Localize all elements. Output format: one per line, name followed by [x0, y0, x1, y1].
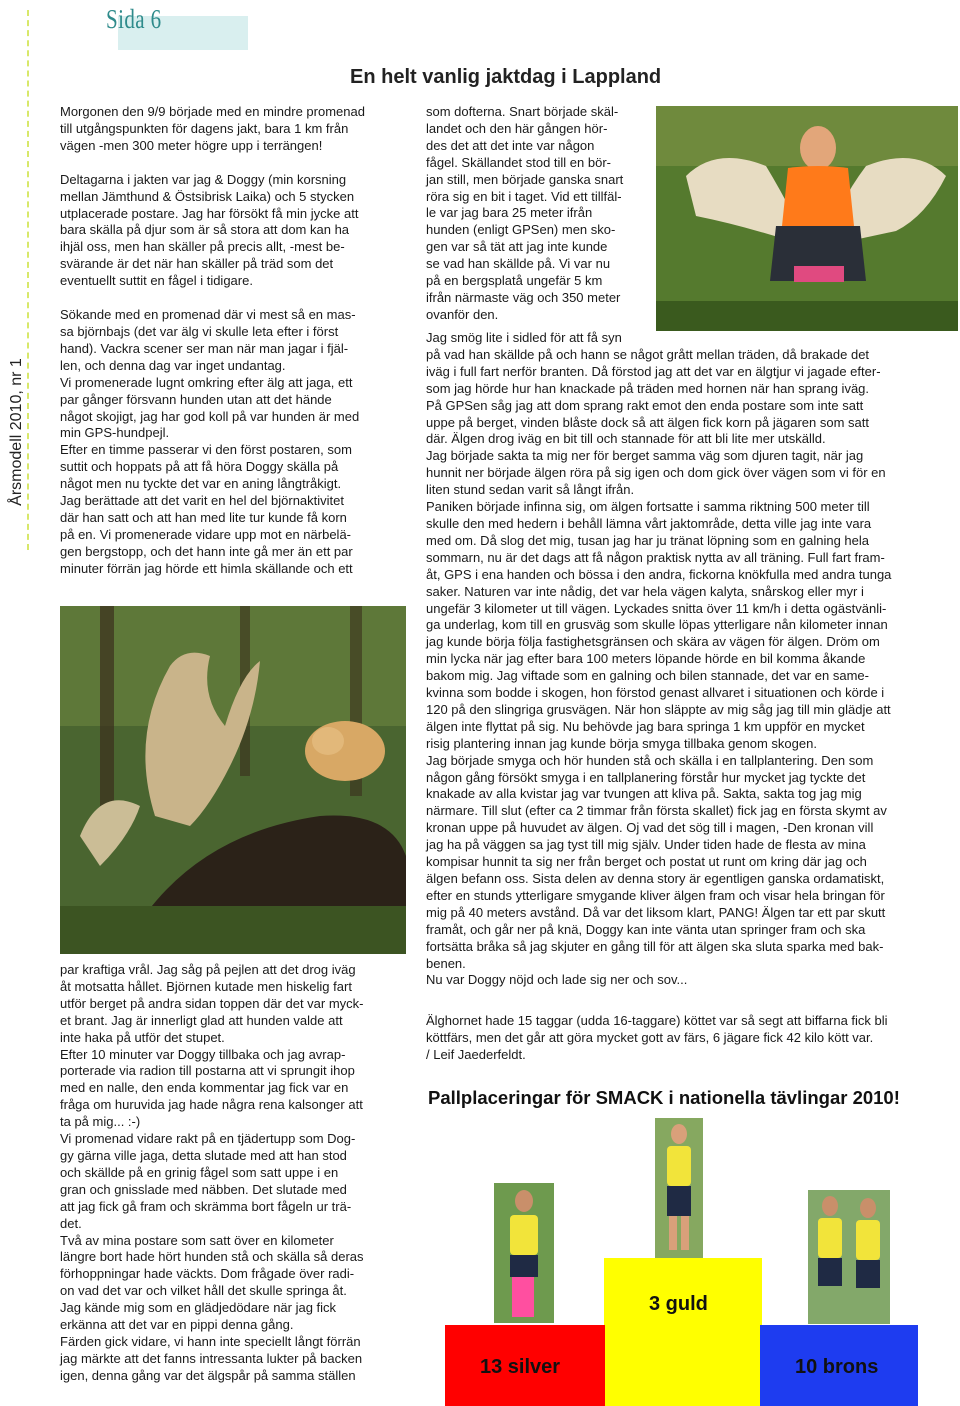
right-column-top [426, 104, 651, 324]
moose-photo-illustration [60, 606, 406, 954]
bronze-count: 10 brons [795, 1356, 879, 1378]
issue-label: Årsmodell 2010, nr 1 [8, 358, 25, 506]
hunter-with-antlers-photo [656, 106, 958, 331]
silver-winner-photo [494, 1183, 554, 1323]
moose-and-dog-photo [60, 606, 406, 954]
right-column-closing [426, 1013, 960, 1064]
page-number: Sida 6 [106, 4, 162, 34]
paragraph: som dofterna. Snart började skäl- landet och den här gången hör- des det att det inte var någon fågel. Skällandet stod till en bör- jan still, men började ganska snart röra sig en bit i taget. Vid ett tillfäl- le var jag bara 25 meter ifrån hunden (enligt GPSen) men sko- gen var så tät att jag inte kunde se vad han skällde på. Vi var nu på en bergsplatå ungefär 5 km ifrån närmaste väg och 350 meter ovanför den. [426, 104, 624, 322]
right-column-main [426, 330, 960, 989]
paragraph: Deltagarna i jakten var jag & Doggy (min korsning mellan Jämthund & Östsibrisk Laika) och 5 stycken utplacerade postare. Jag har försökt få min jycke att bara skälla på djur som är så stora att dom kan ha ihjäl oss, men han skäller på precis allt, -mest be- svärande är det när han skäller på träd som det eventuellt suttit en fågel i tidigare. [60, 171, 359, 289]
left-column-top [60, 104, 412, 578]
paragraph: Älghornet hade 15 taggar (udda 16-taggare) köttet var så segt att biffarna fick bli köttfärs, men det går att göra mycket gott av färs, 6 jägare fick 42 kilo kött var. / Leif Jaederfeldt. [426, 1013, 888, 1062]
podium-title: Pallplaceringar för SMACK i nationella tävlingar 2010! [428, 1087, 900, 1108]
article-headline: En helt vanlig jaktdag i Lappland [350, 66, 662, 88]
paragraph: par kraftiga vrål. Jag såg på pejlen att det drog iväg åt motsatta hållet. Björnen kutade men hiskelig fart utför berget på andra sidan toppen där det var myck- et brant. Jag är innerligt glad att hunden valde att inte haka på utför det stupet. Efter 10 minuter var Doggy tillbaka och jag avrap- porterade via radion till postarna att vi sprungit ihop med en nalle, den enda kommentar jag fick var en fråga om huruvida jag hade några rena kalsonger att ta på mig... :-) Vi promenad vidare rakt på en tjädertupp som Dog- gy gärna ville jaga, detta slutade med att han stod och skällde på en grinig fågel som satt uppe i en gran och gnisslade med näbben. Det slutade med att jag fick gå fram och skrämma bort fågeln ur trä- det. Två av mina postare som satt över en kilometer längre bort hade hört hunden stå och skälla så deras förhoppningar hade väckts. Dom frågade över radi- on vad det var och vilket håll det skulle springa åt. Jag kände mig som en glädjedödare när jag fick erkänna att det var en pippi denna gång. Färden gick vidare, vi hann inte speciellt långt förrän jag märkte att det fanns intressanta lukter på backen igen, denna gång var det älgspår på samma ställen [60, 962, 364, 1383]
hunter-photo-illustration [656, 106, 958, 331]
paragraph: Morgonen den 9/9 började med en mindre promenad till utgångspunkten för dagens jakt, bara 1 km från vägen -men 300 meter högre upp i terrängen! [60, 104, 365, 153]
paragraph: Jag smög lite i sidled för att få syn på vad han skällde på och hann se något grått mellan träden, då brakade det iväg i full fart nerför branten. Då förstod jag att det var en älgtjur vi jagade efter- som jag hörde hur han knackade på träden med hornen när han sprang iväg. På GPSen såg jag att dom sprang rakt emot den enda postare som inte satt uppe på berget, vinden blåste dock så att älgen fick korn på jägaren som satt där. Älgen drog iväg en bit till och stannade för att bli lite mer utskälld. Jag började sakta ta mig ner för berget samma väg som djuren tagit, när jag hunnit ner började älgen röra på sig igen och dom gick över vägen som vi för en liten stund sedan varit så långt ifrån. Paniken började infinna sig, om älgen fortsatte i samma riktning 500 meter till skulle den med hedern i behåll lämna vårt jaktområde, detta ville jag inte vara med om. Då slog det mig, tusan jag har ju tränat löpning som en galning hela sommarn, nu är det dags att få någon praktisk nytta av all träning. Full fart fram- åt, GPS i ena handen och bössa i den andra, fickorna knökfulla med andra tunga saker. Naturen var inte nådig, det var hela vägen kalyta, snårskog eller myr i ungefär 3 kilometer ut till vägen. Lyckades snitta över 11 km/h i detta ogästvänli- ga underlag, kom till en grusväg som skulle löpas ytterligare nån kilometer innan jag kunde börja följa fastighetsgränsen och skära av vägen för älgen. Dröm om min lycka när jag efter bara 100 meters löpande hörde en bil komma åkande bakom mig. Jag viftade som en galning och bilen stannade, det var en same- kvinna som bodde i skogen, hon förstod genast allvaret i situationen och körde i 120 på den slingriga grusvägen. När hon släppte av mig såg jag till min glädje att älgen inte flyttat på sig. Nu behövde jag bara springa 1 km uppför en mycket risig plantering innan jag kunde börja smyga tillbaka genom skogen. Jag började smyga och hör hunden stå och skälla i en tallplantering. Den som någon gång försökt smyga i en tallplanering förstår hur mycket jag tyckte det knakade av alla kvistar jag var tvungen att kliva på. Sakta, sakta tog jag mig närmare. Till slut (efter ca 2 timmar från första skallet) fick jag en första skymt av kronan uppe på huvudet av älgen. Oj vad det sög till i magen, -Den kronan vill jag ha på väggen sa jag tyst till mig själv. Under tiden hade de flesta av mina kompisar hunnit ta sig ner från berget och postat ut runt om kring där jag och älgen befann oss. Sista delen av denna story är egentligen ganska ordamatiskt, efter en stunds ytterligare smygande kliver älgen fram och visar hela bringan för mig på 40 meters avstånd. Då var det liksom klart, PANG! Älgen tar ett par skutt framåt, och går ner på knä, Doggy kan inte vänta utan springer fram och ska fortsätta bråka så jag skjuter en gång till för att älgen ska sluta sparka med bak- benen. Nu var Doggy nöjd och lade sig ner och sov... [426, 330, 892, 988]
silver-winner-illustration [494, 1183, 554, 1323]
left-column-bottom [60, 962, 412, 1385]
silver-count: 13 silver [480, 1356, 561, 1378]
bronze-winners-illustration [808, 1190, 890, 1324]
bronze-winners-photo [808, 1190, 890, 1324]
gold-winner-illustration [655, 1118, 703, 1258]
gold-count: 3 guld [649, 1293, 708, 1315]
gold-winner-photo [655, 1118, 703, 1258]
paragraph: Sökande med en promenad där vi mest så en mas- sa björnbajs (det var älg vi skulle leta efter i först hand). Vackra scener ser man när man jagar i fjäl- len, och denna dag var inget undantag. Vi promenerade lugnt omkring efter älg att jaga, ett par gånger försvann hunden utan att det hände något skojigt, jag har god koll på var hunden är med min GPS-hundpejl. Efter en timme passerar vi den först postaren, som suttit och hoppats på att få höra Doggy skälla på något men nu tyckte det var en aning långtråkigt. Jag berättade att det varit en hel del björnaktivitet där han satt och att han med lite tur kunde få korn på en. Vi promenerade vidare upp mot en närbelä- gen bergstopp, och det hann inte gå mer än ett par minuter förrän jag hörde ett himla skällande och ett [60, 307, 360, 576]
podium-gold-block [604, 1258, 762, 1406]
